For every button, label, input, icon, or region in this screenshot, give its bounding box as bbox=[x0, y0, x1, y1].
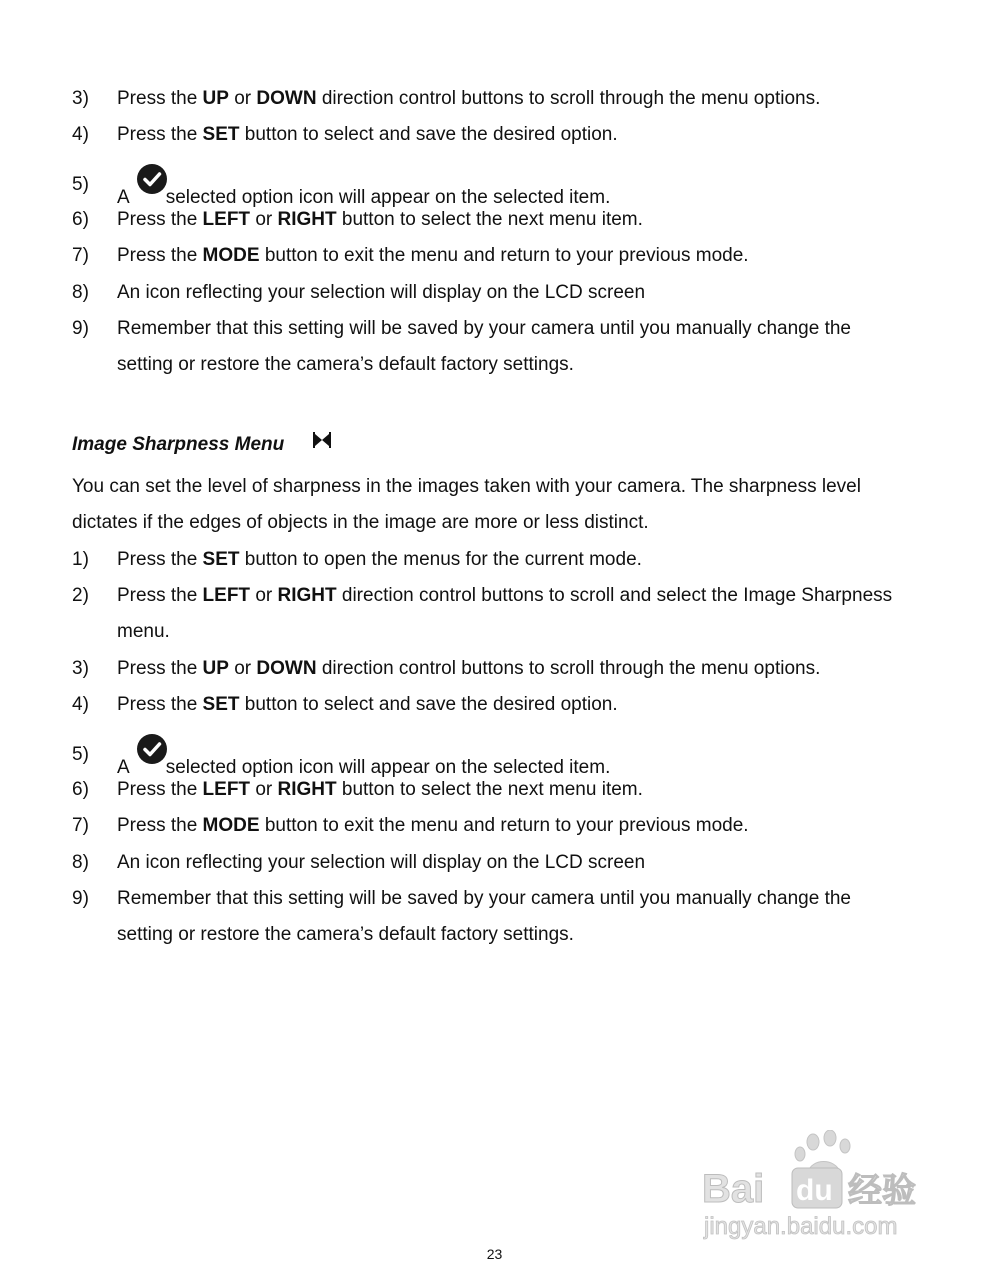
item-text: Press the LEFT or RIGHT direction control buttons to scroll and select the Image Sharpness bbox=[117, 585, 893, 606]
item-text: A selected option icon will appear on the selected item. bbox=[117, 173, 610, 210]
item-number: 9) bbox=[72, 888, 89, 909]
item-number: 1) bbox=[72, 549, 89, 570]
item-text-continued: setting or restore the camera’s default factory settings. bbox=[117, 354, 574, 375]
item-text: A selected option icon will appear on the selected item. bbox=[117, 743, 610, 780]
item-text: Press the UP or DOWN direction control buttons to scroll through the menu options. bbox=[117, 88, 821, 109]
item-number: 6) bbox=[72, 779, 89, 800]
sharpness-bowtie-icon bbox=[312, 431, 332, 449]
item-text: Press the LEFT or RIGHT button to select the next menu item. bbox=[117, 779, 643, 800]
item-number: 7) bbox=[72, 245, 89, 266]
intro-paragraph-line: You can set the level of sharpness in the images taken with your camera. The sharpness level bbox=[72, 476, 861, 497]
item-text: Press the UP or DOWN direction control buttons to scroll through the menu options. bbox=[117, 658, 821, 679]
item-text: Press the SET button to open the menus for the current mode. bbox=[117, 549, 642, 570]
item-number: 9) bbox=[72, 318, 89, 339]
svg-text:du: du bbox=[796, 1174, 833, 1207]
item-number: 4) bbox=[72, 694, 89, 715]
item-text: Press the SET button to select and save the desired option. bbox=[117, 694, 618, 715]
item-text: An icon reflecting your selection will display on the LCD screen bbox=[117, 282, 646, 303]
item-text: An icon reflecting your selection will display on the LCD screen bbox=[117, 852, 646, 873]
item-number: 8) bbox=[72, 282, 89, 303]
intro-paragraph-line: dictates if the edges of objects in the image are more or less distinct. bbox=[72, 512, 649, 533]
item-text: Press the MODE button to exit the menu and return to your previous mode. bbox=[117, 815, 749, 836]
item-number: 8) bbox=[72, 852, 89, 873]
item-text-continued: setting or restore the camera’s default factory settings. bbox=[117, 924, 574, 945]
item-number: 5) bbox=[72, 744, 89, 765]
svg-text:jingyan.baidu.com: jingyan.baidu.com bbox=[704, 1213, 898, 1240]
item-number: 3) bbox=[72, 88, 89, 109]
item-text: Press the MODE button to exit the menu and return to your previous mode. bbox=[117, 245, 749, 266]
check-circle-icon bbox=[136, 733, 168, 765]
item-text: Press the LEFT or RIGHT button to select the next menu item. bbox=[117, 209, 643, 230]
page-number: 23 bbox=[486, 1246, 503, 1262]
item-number: 5) bbox=[72, 174, 89, 195]
item-text-continued: menu. bbox=[117, 621, 170, 642]
baidu-watermark bbox=[700, 1130, 940, 1245]
item-number: 2) bbox=[72, 585, 89, 606]
item-text: Remember that this setting will be saved by your camera until you manually change the bbox=[117, 318, 851, 339]
item-number: 3) bbox=[72, 658, 89, 679]
check-circle-icon bbox=[136, 163, 168, 195]
item-number: 6) bbox=[72, 209, 89, 230]
svg-text:经验: 经验 bbox=[848, 1171, 916, 1211]
item-number: 7) bbox=[72, 815, 89, 836]
item-text: Remember that this setting will be saved by your camera until you manually change the bbox=[117, 888, 851, 909]
svg-text:Bai: Bai bbox=[702, 1167, 765, 1211]
section-heading: Image Sharpness Menu bbox=[72, 434, 285, 455]
item-number: 4) bbox=[72, 124, 89, 145]
item-text: Press the SET button to select and save the desired option. bbox=[117, 124, 618, 145]
